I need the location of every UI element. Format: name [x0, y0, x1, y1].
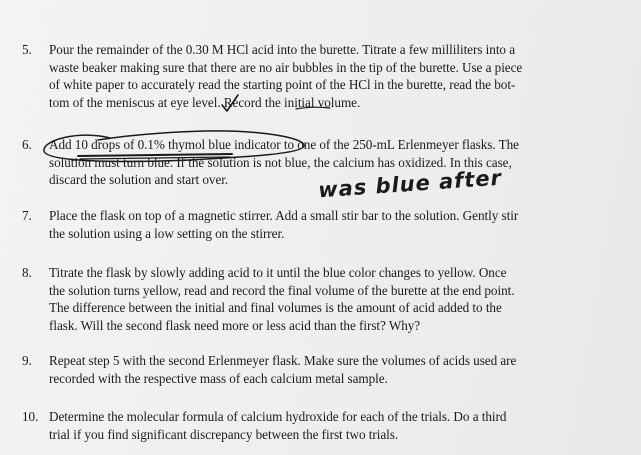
step-5	[22, 41, 622, 111]
step-number: 6.	[22, 137, 32, 152]
step-text	[49, 41, 622, 111]
step-number: 10.	[22, 409, 39, 424]
step-9	[22, 352, 622, 387]
text-line: tom of the meniscus at eye level. Record the initial volume.	[49, 94, 361, 110]
handwritten-note: was blue after	[317, 165, 503, 203]
text-line: trial if you find significant discrepancy between the first two trials.	[49, 426, 399, 442]
step-text	[49, 352, 622, 387]
step-text	[49, 408, 622, 443]
step-number: 9.	[22, 353, 32, 368]
text-line: Repeat step 5 with the second Erlenmeyer flask. Make sure the volumes of acids used are	[49, 353, 517, 368]
text-line: Determine the molecular formula of calcium hydroxide for each of the trials. Do a third	[49, 409, 507, 424]
text-line: flask. Will the second flask need more or less acid than the first? Why?	[49, 317, 421, 333]
text-line: Pour the remainder of the 0.30 M HCl acid into the burette. Titrate a few milliliters into a	[49, 42, 516, 57]
text-line: the solution turns yellow, read and record the final volume of the burette at the end point.	[49, 282, 515, 298]
step-text	[49, 207, 622, 242]
step-number: 7.	[22, 208, 32, 223]
text-line: waste beaker making sure that there are no air bubbles in the tip of the burette. Use a piece	[49, 59, 523, 75]
text-line: recorded with the respective mass of each calcium metal sample.	[49, 370, 388, 386]
step-text	[49, 264, 622, 334]
step-number: 8.	[22, 265, 32, 280]
text-line: solution must turn blue. If the solution is not blue, the calcium has oxidized. In this case,	[49, 154, 512, 170]
text-line: The difference between the initial and final volumes is the amount of acid added to the	[49, 300, 502, 315]
text-line: of white paper to accurately read the starting point of the HCl in the burette, read the bot-	[49, 77, 516, 92]
step-10	[22, 408, 622, 443]
step-number: 5.	[22, 42, 32, 57]
text-line: Add 10 drops of 0.1% thymol blue indicator to one of the 250-mL Erlenmeyer flasks. The	[49, 137, 519, 152]
text-line: Titrate the flask by slowly adding acid to it until the blue color changes to yellow. Once	[49, 265, 507, 280]
text-line: discard the solution and start over.	[49, 172, 229, 187]
step-8	[22, 264, 622, 334]
text-line: Place the flask on top of a magnetic stirrer. Add a small stir bar to the solution. Gently stir	[49, 208, 519, 223]
step-7	[22, 207, 622, 242]
text-line: the solution using a low setting on the stirrer.	[49, 225, 285, 241]
